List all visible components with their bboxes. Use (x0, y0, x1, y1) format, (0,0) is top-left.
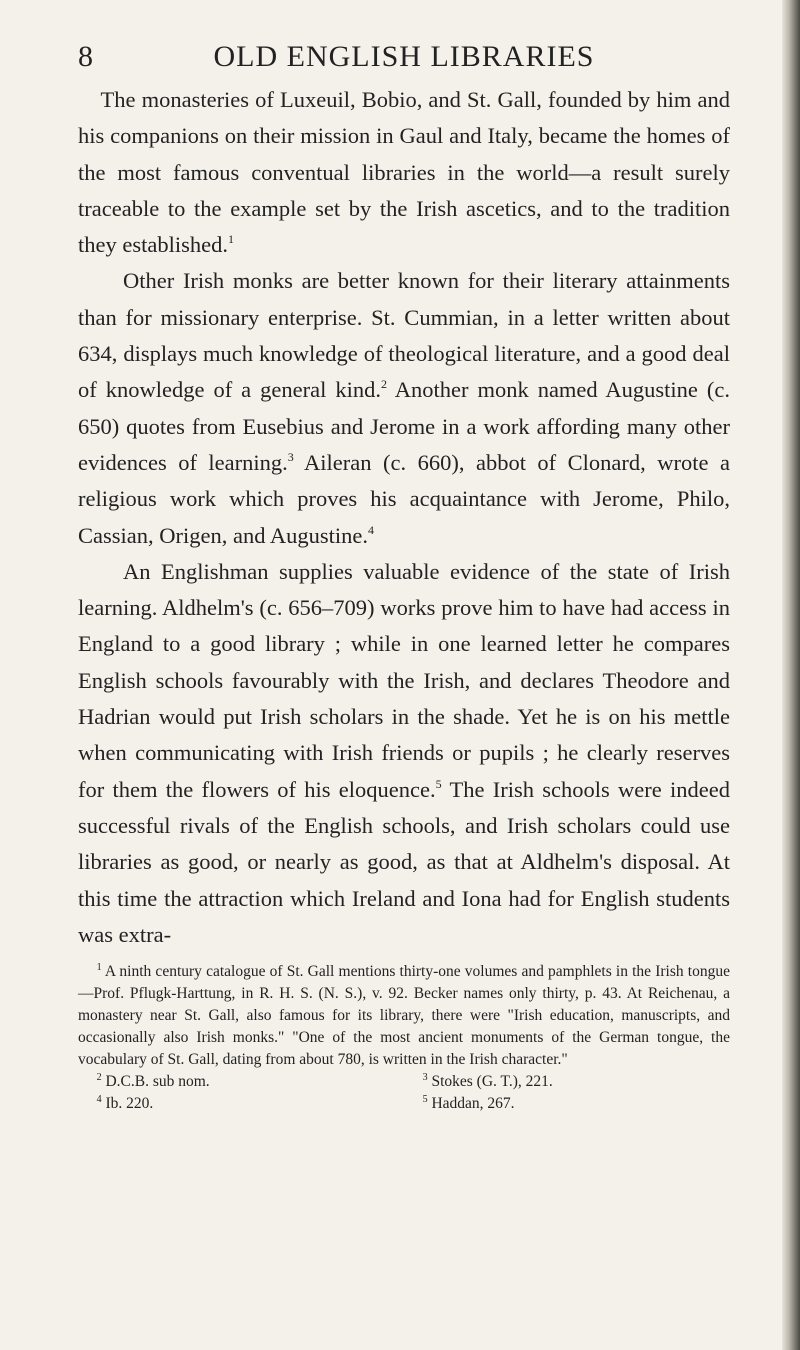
page-header (78, 40, 730, 74)
footnote-ref-4: 4 (367, 522, 374, 537)
footnote-4 (78, 1093, 404, 1115)
footnote-4-text: Ib. 220. (105, 1095, 154, 1113)
footnote-ref-3: 3 (287, 449, 294, 464)
footnote-3 (404, 1071, 730, 1093)
paragraph-3-text-a: An Englishman supplies valuable evidence of the state of Irish learning. Aldhelm's (c. 656–709) works prove him to have had access in England to a good library ; while in one learned letter he compares English schools favourably with the Irish, and declares Theodore and Hadrian would put Irish scholars in the shade. Yet he is on his mettle when communicating with Irish friends or pupils ; he clearly reserves for them the flowers of his eloquence. (78, 558, 730, 802)
footnote-2-text: D.C.B. sub nom. (105, 1073, 210, 1091)
footnote-ref-1: 1 (227, 232, 234, 247)
footnotes (78, 961, 730, 1115)
body-text (78, 82, 730, 953)
footnote-ref-2: 2 (380, 377, 387, 392)
footnote-4-mark: 4 (96, 1094, 102, 1106)
footnote-5 (404, 1093, 730, 1115)
footnote-ref-5: 5 (435, 776, 442, 791)
paragraph-3-text-b: The Irish schools were indeed successful rivals of the English schools, and Irish scholars could use libraries as good, or nearly as good, as that at Aldhelm's disposal. At this time the attraction which Ireland and Iona had for English students was extra- (78, 776, 730, 947)
footnote-5-mark: 5 (422, 1094, 428, 1106)
footnote-row-4-5 (78, 1093, 730, 1115)
paragraph-2-text-a: Other Irish monks are better known for their literary attainments than for missionary enterprise. St. Cummian, in a letter written about 634, displays much knowledge of theological literature, and a good deal of knowledge of a general kind. (78, 268, 730, 403)
footnote-2 (78, 1071, 404, 1093)
paragraph-2-text-c: Aileran (c. 660), abbot of Clonard, wrote a religious work which proves his acquaintance with Jerome, Philo, Cassian, Origen, and Augustine. (78, 449, 730, 548)
footnote-5-text: Haddan, 267. (431, 1095, 515, 1113)
paragraph-1-text: The monasteries of Luxeuil, Bobio, and St. Gall, founded by him and his companions on their mission in Gaul and Italy, became the homes of the most famous conventual libraries in the world—a result surely traceable to the example set by the Irish ascetics, and to the tradition they established. (78, 87, 730, 258)
footnote-1-mark: 1 (96, 962, 102, 974)
page-number: 8 (78, 40, 94, 73)
running-head: OLD ENGLISH LIBRARIES (213, 40, 595, 73)
footnote-1-text: A ninth century catalogue of St. Gall mentions thirty-one volumes and pamphlets in the Irish tongue—Prof. Pflugk-Harttung, in R. H. S. (N. S.), v. 92. Becker names only thirty, p. 43. At Reichenau, a monastery near St. Gall, also famous for its library, there were "Irish education, manuscripts, and occasionally also Irish monks." "One of the most ancient monuments of the German tongue, the vocabulary of St. Gall, dating from about 780, is written in the Irish character." (78, 963, 730, 1069)
paragraph-2 (78, 263, 730, 553)
page-edge-shadow (782, 0, 800, 1350)
footnote-row-2-3 (78, 1071, 730, 1093)
footnote-2-mark: 2 (96, 1072, 102, 1084)
footnote-3-mark: 3 (422, 1072, 428, 1084)
paragraph-1 (78, 82, 730, 263)
footnote-1 (78, 961, 730, 1071)
paragraph-3 (78, 554, 730, 953)
paragraph-2-text-b: Another monk named Augustine (c. 650) quotes from Eusebius and Jerome in a work affording many other evidences of learning. (78, 377, 730, 475)
footnote-3-text: Stokes (G. T.), 221. (431, 1073, 553, 1091)
book-page (78, 40, 730, 1115)
